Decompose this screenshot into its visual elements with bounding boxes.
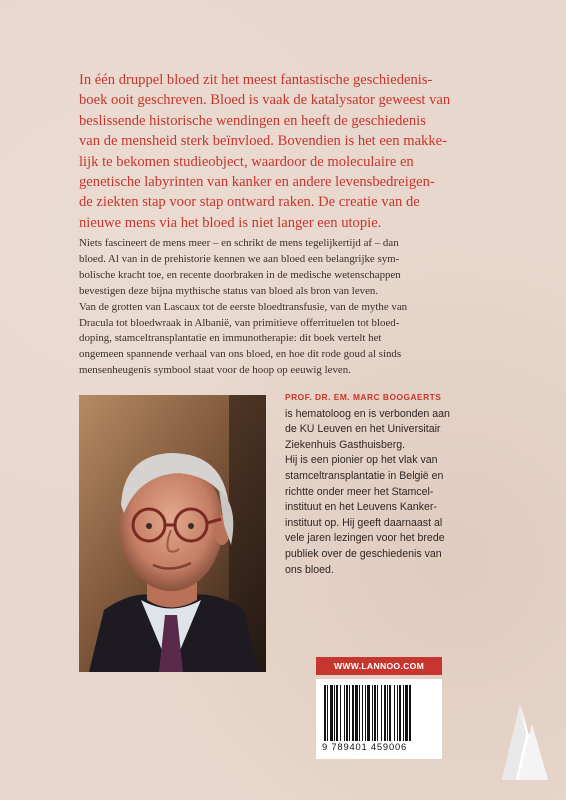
barcode-bar bbox=[355, 685, 358, 741]
description-line: Niets fascineert de mens meer – en schrikt de mens tegelijkertijd af – dan bbox=[79, 237, 399, 249]
author-name: PROF. DR. EM. MARC BOOGAERTS bbox=[285, 392, 442, 402]
description-line: Dracula tot bloedwraak in Albanië, van primitieve offerrituelen tot bloed- bbox=[79, 316, 400, 329]
intro-line: In één druppel bloed zit het meest fantastische geschiedenis- bbox=[79, 72, 433, 88]
description-line: mensenheugenis symbool staat voor de hoop op eeuwig leven. bbox=[79, 364, 351, 377]
barcode-bar bbox=[324, 685, 326, 741]
bio-line: Hij is een pionier op het vlak van bbox=[285, 454, 438, 467]
barcode-bar bbox=[330, 685, 333, 741]
barcode-bar bbox=[374, 685, 376, 741]
bio-line: de KU Leuven en het Universitair bbox=[285, 423, 441, 436]
barcode-bars bbox=[324, 685, 434, 741]
description-line: doping, stamceltransplantatie en immunotherapie: dit boek vertelt het bbox=[79, 332, 382, 345]
description-line: bolische kracht toe, en recente doorbraken in de medische wetenschappen bbox=[79, 268, 401, 281]
intro-line: nieuwe mens via het bloed is niet langer een utopie. bbox=[79, 214, 382, 231]
bio-line: Ziekenhuis Gasthuisberg. bbox=[285, 438, 406, 451]
intro-line: de ziekten stap voor stap ontward raken. De creatie van de bbox=[79, 194, 420, 211]
barcode-bar bbox=[394, 685, 395, 741]
intro-paragraph bbox=[79, 70, 489, 233]
barcode bbox=[316, 679, 442, 759]
barcode-bar bbox=[327, 685, 328, 741]
barcode-bar bbox=[384, 685, 386, 741]
barcode-bar bbox=[387, 685, 388, 741]
barcode-bar bbox=[352, 685, 354, 741]
intro-line: beslissende historische wendingen en heeft de geschiedenis bbox=[79, 112, 426, 129]
barcode-bar bbox=[397, 685, 398, 741]
author-bio bbox=[285, 390, 500, 578]
author-portrait-illustration bbox=[79, 395, 266, 672]
intro-line: boek ooit geschreven. Bloed is vaak de katalysator geweest van bbox=[79, 92, 451, 109]
barcode-bar bbox=[409, 685, 411, 741]
barcode-bar bbox=[372, 685, 373, 741]
bio-line: publiek over de geschiedenis van bbox=[285, 547, 442, 560]
bio-line: vele jaren lezingen voor het brede bbox=[285, 532, 445, 545]
intro-line: genetische labyrinten van kanker en andere levensbedreigen- bbox=[79, 174, 435, 191]
intro-line: van de mensheid sterk beïnvloed. Bovendien is het een makke- bbox=[79, 133, 447, 150]
bio-line: instituut op. Hij geeft daarnaast al bbox=[285, 516, 443, 529]
barcode-bar bbox=[403, 685, 404, 741]
barcode-bar bbox=[381, 685, 382, 741]
barcode-bar bbox=[389, 685, 391, 741]
author-photo bbox=[79, 395, 266, 672]
barcode-bar bbox=[336, 685, 338, 741]
description-line: bevestigen deze bijna mythische status van bloed als bron van leven. bbox=[79, 284, 379, 297]
bio-line: stamceltransplantatie in België en bbox=[285, 469, 444, 482]
isbn-number: 9 789401 459006 bbox=[322, 741, 407, 752]
barcode-bar bbox=[340, 685, 341, 741]
description-line: Van de grotten van Lascaux tot de eerste bloedtransfusie, van de mythe van bbox=[79, 300, 408, 313]
description-line: bloed. Al van in de prehistorie kennen we aan bloed een belangrijke sym- bbox=[79, 252, 400, 265]
barcode-bar bbox=[349, 685, 350, 741]
barcode-bar bbox=[362, 685, 363, 741]
barcode-bar bbox=[334, 685, 335, 741]
bio-line: richtte onder meer het Stamcel- bbox=[285, 485, 434, 498]
barcode-bar bbox=[405, 685, 408, 741]
description-line: ongemeen spannende verhaal van ons bloed, en hoe dit rode goud al sinds bbox=[79, 348, 402, 361]
publisher-website: WWW.LANNOO.COM bbox=[316, 657, 442, 675]
barcode-bar bbox=[346, 685, 348, 741]
barcode-bar bbox=[399, 685, 401, 741]
bio-line: is hematoloog en is verbonden aan bbox=[285, 407, 450, 420]
bio-line: instituut en het Leuvens Kanker- bbox=[285, 501, 437, 514]
description-paragraph bbox=[79, 236, 489, 379]
price-sticker-icon bbox=[496, 704, 548, 780]
barcode-bar bbox=[367, 685, 370, 741]
barcode-bar bbox=[344, 685, 345, 741]
barcode-bar bbox=[359, 685, 360, 741]
barcode-bar bbox=[365, 685, 366, 741]
intro-line: lijk te bekomen studieobject, waardoor de moleculaire en bbox=[79, 153, 414, 170]
bio-line: ons bloed. bbox=[285, 563, 334, 576]
barcode-bar bbox=[377, 685, 378, 741]
